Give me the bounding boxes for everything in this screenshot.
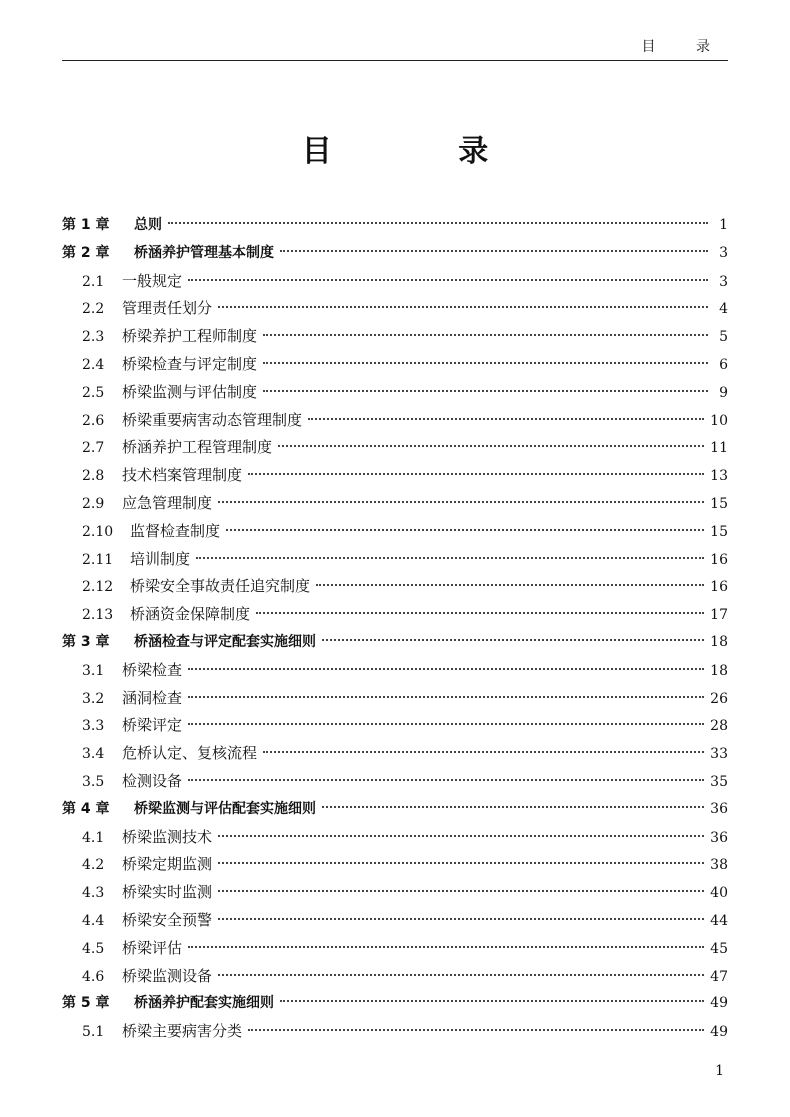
- toc-entry-number: 2.1: [82, 273, 105, 290]
- toc-section-row[interactable]: [62, 657, 728, 685]
- toc-page-number: 13: [710, 468, 728, 485]
- toc-dot-leader: [263, 390, 708, 392]
- toc-page-number: 17: [710, 607, 728, 624]
- toc-entry-number: 3.2: [82, 690, 105, 707]
- toc-entry-title: 桥涵检查与评定配套实施细则: [134, 633, 316, 650]
- toc-entry-title: 桥涵养护配套实施细则: [134, 995, 274, 1012]
- toc-dot-leader: [188, 779, 704, 781]
- toc-entry-number: 2.13: [82, 607, 114, 624]
- toc-entry-number: 第 1 章: [62, 217, 110, 233]
- toc-chapter-row[interactable]: [62, 240, 728, 268]
- running-header-title: 目 录: [641, 39, 728, 55]
- toc-dot-leader: [278, 445, 704, 447]
- toc-entry-title: 桥梁主要病害分类: [122, 1022, 243, 1041]
- toc-entry-number: 2.6: [82, 412, 105, 429]
- toc-entry-title: 桥梁监测设备: [122, 966, 213, 985]
- toc-entry-number: 2.10: [82, 523, 114, 540]
- toc-dot-leader: [322, 639, 704, 641]
- toc-section-row[interactable]: [62, 518, 728, 546]
- toc-entry-title: 桥梁监测技术: [122, 827, 213, 846]
- toc-entry-number: 2.8: [82, 468, 105, 485]
- toc-entry-title: 桥梁监测与评估配套实施细则: [134, 800, 316, 817]
- toc-section-row[interactable]: [62, 712, 728, 740]
- toc-page-number: 18: [710, 662, 728, 679]
- toc-dot-leader: [316, 584, 704, 586]
- toc-entry-number: 3.3: [82, 718, 105, 735]
- page-number: 1: [715, 1063, 724, 1079]
- toc-dot-leader: [168, 222, 708, 224]
- toc-dot-leader: [218, 918, 704, 920]
- toc-entry-number: 4.4: [82, 912, 105, 929]
- toc-entry-number: 3.5: [82, 773, 105, 790]
- toc-dot-leader: [248, 1029, 704, 1031]
- toc-page-number: 10: [710, 412, 728, 429]
- toc-page-number: 36: [710, 800, 728, 817]
- toc-entry-number: 2.4: [82, 356, 105, 373]
- toc-section-row[interactable]: [62, 379, 728, 407]
- toc-dot-leader: [218, 862, 704, 864]
- toc-chapter-row[interactable]: [62, 212, 728, 240]
- toc-entry-title: 桥梁实时监测: [122, 883, 213, 902]
- toc-section-row[interactable]: [62, 851, 728, 879]
- toc-entry-number: 2.12: [82, 579, 114, 596]
- toc-dot-leader: [218, 890, 704, 892]
- toc-entry-number: 4.2: [82, 857, 105, 874]
- toc-page-number: 28: [710, 718, 728, 735]
- toc-entry-title: 桥梁定期监测: [122, 855, 213, 874]
- toc-dot-leader: [188, 946, 704, 948]
- toc-page-number: 11: [710, 440, 728, 457]
- toc-entry-number: 2.11: [82, 551, 114, 568]
- toc-section-row[interactable]: [62, 490, 728, 518]
- toc-dot-leader: [226, 529, 704, 531]
- toc-entry-title: 管理责任划分: [122, 299, 213, 318]
- toc-entry-title: 检测设备: [122, 771, 183, 790]
- header-rule: [62, 60, 728, 61]
- toc-dot-leader: [280, 250, 708, 252]
- toc-entry-title: 桥梁检查: [122, 660, 183, 679]
- toc-page-number: 1: [719, 217, 728, 233]
- toc-page-number: 45: [710, 940, 728, 957]
- toc-chapter-row[interactable]: [62, 629, 728, 657]
- toc-section-row[interactable]: [62, 879, 728, 907]
- toc-dot-leader: [188, 723, 704, 725]
- toc-entry-number: 第 4 章: [62, 800, 110, 817]
- toc-entry-title: 桥梁养护工程师制度: [122, 327, 258, 346]
- toc-entry-title: 应急管理制度: [122, 493, 213, 512]
- toc-entry-number: 2.2: [82, 301, 105, 318]
- toc-section-row[interactable]: [62, 295, 728, 323]
- toc-entry-title: 桥梁评估: [122, 938, 183, 957]
- toc-entry-number: 3.4: [82, 746, 105, 763]
- toc-page-number: 26: [710, 690, 728, 707]
- toc-page-number: 16: [710, 551, 728, 568]
- toc-section-row[interactable]: [62, 740, 728, 768]
- toc-page-number: 44: [710, 912, 728, 929]
- toc-dot-leader: [218, 501, 704, 503]
- toc-dot-leader: [188, 279, 708, 281]
- toc-section-row[interactable]: [62, 351, 728, 379]
- toc-page-number: 15: [710, 523, 728, 540]
- toc-section-row[interactable]: [62, 462, 728, 490]
- toc-dot-leader: [322, 806, 704, 808]
- toc-page-number: 49: [710, 995, 728, 1012]
- toc-page-number: 6: [719, 356, 728, 373]
- toc-dot-leader: [218, 974, 704, 976]
- toc-section-row[interactable]: [62, 685, 728, 713]
- toc-entry-number: 第 2 章: [62, 244, 110, 261]
- toc-entry-number: 4.5: [82, 940, 105, 957]
- toc-entry-title: 涵洞检查: [122, 688, 183, 707]
- toc-page-number: 3: [719, 273, 728, 290]
- toc-dot-leader: [280, 1000, 704, 1002]
- toc-entry-number: 2.7: [82, 440, 105, 457]
- toc-entry-title: 技术档案管理制度: [122, 466, 243, 485]
- table-of-contents: [62, 212, 728, 1046]
- toc-entry-title: 一般规定: [122, 271, 183, 290]
- toc-entry-title: 危桥认定、复核流程: [122, 744, 258, 763]
- toc-entry-title: 桥涵资金保障制度: [130, 605, 251, 624]
- toc-dot-leader: [188, 668, 704, 670]
- toc-section-row[interactable]: [62, 407, 728, 435]
- toc-entry-number: 2.5: [82, 384, 105, 401]
- toc-page-number: 4: [719, 301, 728, 318]
- toc-section-row[interactable]: [62, 935, 728, 963]
- toc-entry-title: 培训制度: [130, 549, 191, 568]
- toc-section-row[interactable]: [62, 546, 728, 574]
- toc-entry-title: 桥梁评定: [122, 716, 183, 735]
- toc-section-row[interactable]: [62, 323, 728, 351]
- toc-section-row[interactable]: [62, 907, 728, 935]
- toc-section-row[interactable]: [62, 268, 728, 296]
- toc-dot-leader: [263, 362, 708, 364]
- toc-entry-number: 4.6: [82, 968, 105, 985]
- toc-entry-title: 总则: [134, 217, 162, 233]
- toc-entry-number: 4.3: [82, 885, 105, 902]
- toc-section-row[interactable]: [62, 601, 728, 629]
- toc-entry-title: 桥梁监测与评估制度: [122, 382, 258, 401]
- toc-page-number: 16: [710, 579, 728, 596]
- toc-section-row[interactable]: [62, 1018, 728, 1046]
- toc-section-row[interactable]: [62, 824, 728, 852]
- toc-entry-title: 桥涵养护管理基本制度: [134, 244, 274, 261]
- toc-chapter-row[interactable]: [62, 990, 728, 1018]
- toc-entry-number: 第 5 章: [62, 995, 110, 1012]
- toc-page-number: 47: [710, 968, 728, 985]
- toc-page-number: 5: [719, 329, 728, 346]
- toc-entry-title: 桥梁重要病害动态管理制度: [122, 410, 303, 429]
- toc-dot-leader: [218, 835, 704, 837]
- toc-page-number: 18: [710, 633, 728, 650]
- toc-dot-leader: [263, 751, 704, 753]
- toc-entry-number: 3.1: [82, 662, 105, 679]
- toc-dot-leader: [218, 306, 708, 308]
- toc-dot-leader: [248, 473, 704, 475]
- toc-entry-title: 桥梁安全预警: [122, 910, 213, 929]
- toc-section-row[interactable]: [62, 963, 728, 991]
- toc-section-row[interactable]: [62, 768, 728, 796]
- toc-entry-number: 2.3: [82, 329, 105, 346]
- toc-dot-leader: [196, 557, 704, 559]
- toc-entry-number: 2.9: [82, 495, 105, 512]
- toc-section-row[interactable]: [62, 573, 728, 601]
- toc-dot-leader: [256, 612, 704, 614]
- toc-page-number: 49: [710, 1024, 728, 1041]
- toc-entry-number: 5.1: [82, 1024, 105, 1041]
- toc-entry-title: 桥涵养护工程管理制度: [122, 438, 273, 457]
- toc-page-number: 36: [710, 829, 728, 846]
- toc-chapter-row[interactable]: [62, 796, 728, 824]
- toc-entry-title: 桥梁检查与评定制度: [122, 354, 258, 373]
- toc-page-number: 15: [710, 495, 728, 512]
- toc-entry-number: 第 3 章: [62, 633, 110, 650]
- toc-page-number: 3: [719, 244, 728, 261]
- toc-section-row[interactable]: [62, 434, 728, 462]
- toc-dot-leader: [188, 696, 704, 698]
- toc-dot-leader: [308, 418, 704, 420]
- toc-entry-number: 4.1: [82, 829, 105, 846]
- toc-page-number: 9: [719, 384, 728, 401]
- toc-page-number: 35: [710, 773, 728, 790]
- toc-dot-leader: [263, 334, 708, 336]
- toc-entry-title: 桥梁安全事故责任追究制度: [130, 577, 311, 596]
- page-title: 目 录: [301, 134, 547, 169]
- toc-page-number: 38: [710, 857, 728, 874]
- toc-entry-title: 监督检查制度: [130, 521, 221, 540]
- toc-page-number: 33: [710, 746, 728, 763]
- toc-page-number: 40: [710, 885, 728, 902]
